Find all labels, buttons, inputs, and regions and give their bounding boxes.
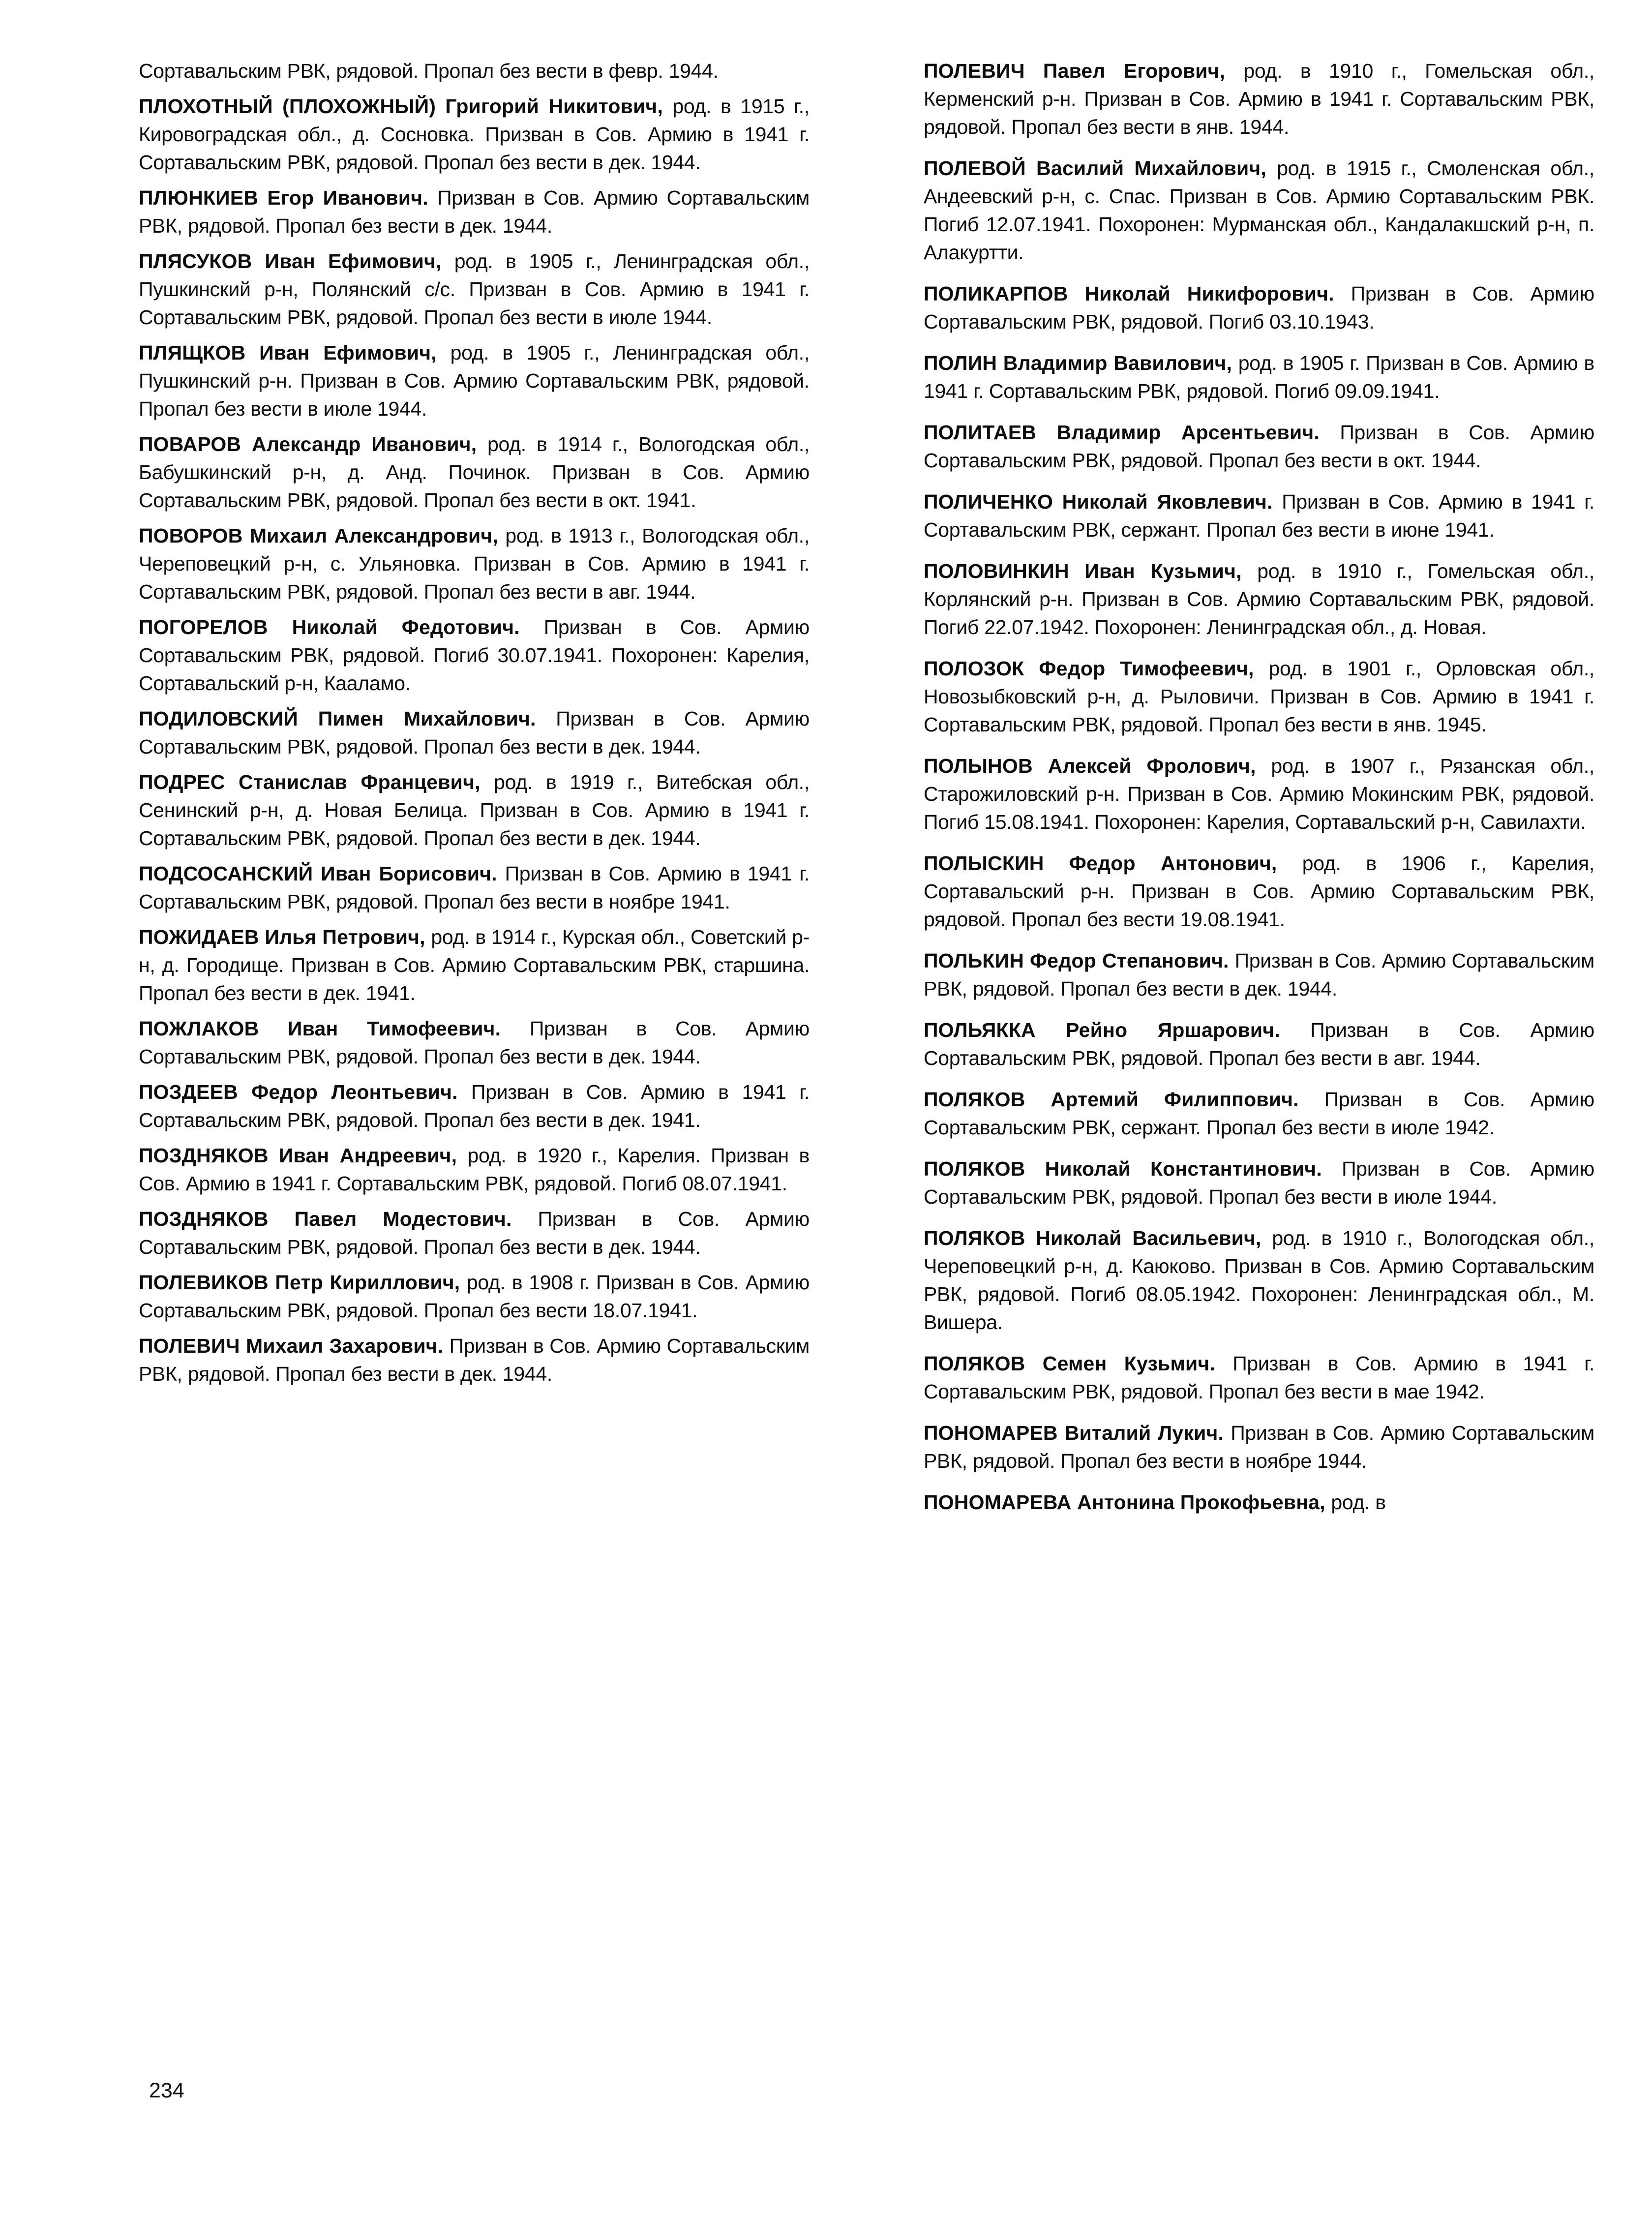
column-right [924,57,1594,1530]
entry-person-name: ПОЛИКАРПОВ Николай Никифорович. [924,282,1351,305]
memorial-entry: ПОЛЫНОВ Алексей Фролович, род. в 1907 г., Рязанская обл., Старожиловский р-н. Призван в Сов. Армию Мокинским РВК, рядовой. Погиб 15.08.1941. Похоронен: Карелия, Сортавальский р-н, Савилахти. [924,755,1594,833]
entry-person-name: ПОЛЕВОЙ Василий Михайлович, [924,157,1277,180]
entry-person-name: ПОЛЬКИН Федор Степанович. [924,949,1235,972]
entry-person-name: ПОЛЕВИЧ Павел Егорович, [924,60,1244,82]
column-left [139,57,810,1396]
memorial-entry: ПОЛЕВИЧ Михаил Захарович. Призван в Сов. Армию Сортавальским РВК, рядовой. Пропал без вести в дек. 1944. [139,1335,810,1385]
entry-person-name: ПОЛЯКОВ Семен Кузьмич. [924,1352,1233,1375]
memorial-entry: ПОЛЯКОВ Семен Кузьмич. Призван в Сов. Армию в 1941 г. Сортавальским РВК, рядовой. Пропал без вести в мае 1942. [924,1352,1594,1403]
entry-person-name: ПОЛЕВИЧ Михаил Захарович. [139,1335,450,1357]
memorial-entry: ПОЖИДАЕВ Илья Петрович, род. в 1914 г., Курская обл., Советский р-н, д. Городище. Призван в Сов. Армию Сортавальским РВК, старшина. Пропал без вести в дек. 1941. [139,926,810,1004]
memorial-entry: ПОЛЯКОВ Николай Васильевич, род. в 1910 г., Вологодская обл., Череповецкий р-н, д. Каюково. Призван в Сов. Армию Сортавальским РВК, рядовой. Погиб 08.05.1942. Похоронен: Ленинградская обл., М. Вишера. [924,1227,1594,1334]
entry-person-name: ПОЛЯКОВ Николай Константинович. [924,1157,1342,1180]
entry-person-name: ПОЛОВИНКИН Иван Кузьмич, [924,560,1258,582]
entry-person-name: ПОДИЛОВСКИЙ Пимен Михайлович. [139,707,556,730]
memorial-entry: ПОЛЫСКИН Федор Антонович, род. в 1906 г., Карелия, Сортавальский р-н. Призван в Сов. Армию Сортавальским РВК, рядовой. Пропал без вести 19.08.1941. [924,852,1594,931]
memorial-entry: ПЛОХОТНЫЙ (ПЛОХОЖНЫЙ) Григорий Никитович, род. в 1915 г., Кировоградская обл., д. Сосновка. Призван в Сов. Армию в 1941 г. Сортавальским РВК, рядовой. Пропал без вести в дек. 1944. [139,95,810,174]
memorial-entry: ПОЛЯКОВ Артемий Филиппович. Призван в Сов. Армию Сортавальским РВК, сержант. Пропал без вести в июле 1942. [924,1088,1594,1139]
memorial-entry: ПОЛЬКИН Федор Степанович. Призван в Сов. Армию Сортавальским РВК, рядовой. Пропал без вести в дек. 1944. [924,949,1594,1000]
memorial-entry: ПЛЯЩКОВ Иван Ефимович, род. в 1905 г., Ленинградская обл., Пушкинский р-н. Призван в Сов. Армию Сортавальским РВК, рядовой. Пропал без вести в июле 1944. [139,341,810,420]
memorial-entry: ПОНОМАРЕВА Антонина Прокофьевна, род. в [924,1491,1386,1514]
memorial-entry: ПОЖЛАКОВ Иван Тимофеевич. Призван в Сов. Армию Сортавальским РВК, рядовой. Пропал без вести в дек. 1944. [139,1017,810,1068]
memorial-entry: ПОЛОВИНКИН Иван Кузьмич, род. в 1910 г., Гомельская обл., Корлянский р-н. Призван в Сов. Армию Сортавальским РВК, рядовой. Погиб 22.07.1942. Похоронен: Ленинградская обл., д. Новая. [924,560,1594,638]
page-number: 234 [149,2079,184,2102]
memorial-entry: ПОВОРОВ Михаил Александрович, род. в 1913 г., Вологодская обл., Череповецкий р-н, с. Ульяновка. Призван в Сов. Армию в 1941 г. Сортавальским РВК, рядовой. Пропал без вести в авг. 1944. [139,524,810,603]
entry-person-name: ПОЗДНЯКОВ Иван Андреевич, [139,1144,468,1167]
memorial-entry: ПОЛИН Владимир Вавилович, род. в 1905 г. Призван в Сов. Армию в 1941 г. Сортавальским РВК, рядовой. Погиб 09.09.1941. [924,352,1594,402]
memorial-entry: ПОЛОЗОК Федор Тимофеевич, род. в 1901 г., Орловская обл., Новозыбковский р-н, д. Рыловичи. Призван в Сов. Армию в 1941 г. Сортавальским РВК, рядовой. Пропал без вести в янв. 1945. [924,657,1595,736]
memorial-entry: ПОДИЛОВСКИЙ Пимен Михайлович. Призван в Сов. Армию Сортавальским РВК, рядовой. Пропал без вести в дек. 1944. [139,707,810,758]
entry-person-name: ПЛЮНКИЕВ Егор Иванович. [139,186,438,209]
entry-person-name: ПЛЯЩКОВ Иван Ефимович, [139,341,451,364]
entry-person-name: ПОГОРЕЛОВ Николай Федотович. [139,616,544,638]
entry-person-name: ПОДРЕС Станислав Францевич, [139,771,494,793]
memorial-entry: ПОНОМАРЕВ Виталий Лукич. Призван в Сов. Армию Сортавальским РВК, рядовой. Пропал без вести в ноябре 1944. [924,1422,1594,1472]
entry-person-name: ПОЗДНЯКОВ Павел Модестович. [139,1208,538,1230]
memorial-entry: ПОЛИЧЕНКО Николай Яковлевич. Призван в Сов. Армию в 1941 г. Сортавальским РВК, сержант. Пропал без вести в июне 1941. [924,490,1594,541]
memorial-entry: ПЛЮНКИЕВ Егор Иванович. Призван в Сов. Армию Сортавальским РВК, рядовой. Пропал без вести в дек. 1944. [139,186,810,237]
entry-person-name: ПОЛИН Владимир Вавилович, [924,352,1238,374]
entry-person-name: ПОНОМАРЕВА Антонина Прокофьевна, [924,1491,1331,1514]
entry-person-name: ПОЛЫСКИН Федор Антонович, [924,852,1302,875]
entry-person-name: ПОЛИЧЕНКО Николай Яковлевич. [924,490,1282,513]
memorial-entry: ПОЗДНЯКОВ Павел Модестович. Призван в Сов. Армию Сортавальским РВК, рядовой. Пропал без вести в дек. 1944. [139,1208,810,1258]
entry-person-name: ПЛЯСУКОВ Иван Ефимович, [139,250,454,273]
memorial-entry: ПЛЯСУКОВ Иван Ефимович, род. в 1905 г., Ленинградская обл., Пушкинский р-н, Полянский с/с. Призван в Сов. Армию в 1941 г. Сортавальским РВК, рядовой. Пропал без вести в июле 1944. [139,250,810,329]
entry-person-name: ПОЗДЕЕВ Федор Леонтьевич. [139,1081,472,1103]
entry-person-name: ПЛОХОТНЫЙ (ПЛОХОЖНЫЙ) Григорий Никитович, [139,95,673,118]
memorial-entry: ПОЛЕВИЧ Павел Егорович, род. в 1910 г., Гомельская обл., Керменский р-н. Призван в Сов. Армию в 1941 г. Сортавальским РВК, рядовой. Пропал без вести в янв. 1944. [924,60,1595,138]
entry-person-name: ПОЛЫНОВ Алексей Фролович, [924,755,1271,777]
memorial-entry: ПОЛИТАЕВ Владимир Арсентьевич. Призван в Сов. Армию Сортавальским РВК, рядовой. Пропал без вести в окт. 1944. [924,421,1594,472]
entry-person-name: ПОЛЯКОВ Николай Васильевич, [924,1227,1272,1249]
memorial-entry: ПОЛИКАРПОВ Николай Никифорович. Призван в Сов. Армию Сортавальским РВК, рядовой. Погиб 03.10.1943. [924,282,1594,333]
memorial-entry: ПОЗДЕЕВ Федор Леонтьевич. Призван в Сов. Армию в 1941 г. Сортавальским РВК, рядовой. Пропал без вести в дек. 1941. [139,1081,810,1131]
memorial-entry: ПОВАРОВ Александр Иванович, род. в 1914 г., Вологодская обл., Бабушкинский р-н, д. Анд. Починок. Призван в Сов. Армию Сортавальским РВК, рядовой. Пропал без вести в окт. 1941. [139,433,810,512]
memorial-entry: ПОЛЯКОВ Николай Константинович. Призван в Сов. Армию Сортавальским РВК, рядовой. Пропал без вести в июле 1944. [924,1157,1594,1208]
memorial-entry: ПОЗДНЯКОВ Иван Андреевич, род. в 1920 г., Карелия. Призван в Сов. Армию в 1941 г. Сортавальским РВК, рядовой. Погиб 08.07.1941. [139,1144,810,1195]
entry-person-name: ПОВАРОВ Александр Иванович, [139,433,488,455]
entry-person-name: ПОДСОСАНСКИЙ Иван Борисович. [139,862,505,885]
memorial-entry: ПОЛЬЯККА Рейно Яршарович. Призван в Сов. Армию Сортавальским РВК, рядовой. Пропал без вести в авг. 1944. [924,1019,1595,1069]
entry-person-name: ПОЛЯКОВ Артемий Филиппович. [924,1088,1324,1111]
entry-person-name: ПОВОРОВ Михаил Александрович, [139,524,506,547]
entry-person-name: ПОЛЬЯККА Рейно Яршарович. [924,1019,1311,1041]
memorial-entry: Сортавальским РВК, рядовой. Пропал без вести в февр. 1944. [139,60,719,82]
memorial-entry: ПОЛЕВИКОВ Петр Кириллович, род. в 1908 г. Призван в Сов. Армию Сортавальским РВК, рядовой. Пропал без вести 18.07.1941. [139,1271,810,1322]
entry-person-name: ПОЖЛАКОВ Иван Тимофеевич. [139,1017,530,1040]
entry-person-name: ПОЛИТАЕВ Владимир Арсентьевич. [924,421,1340,444]
memorial-entry: ПОЛЕВОЙ Василий Михайлович, род. в 1915 г., Смоленская обл., Андеевский р-н, с. Спас. Призван в Сов. Армию Сортавальским РВК. Погиб 12.07.1941. Похоронен: Мурманская обл., Кандалакшский р-н, п. Алакуртти. [924,157,1594,264]
memorial-entry: ПОДРЕС Станислав Францевич, род. в 1919 г., Витебская обл., Сенинский р-н, д. Новая Белица. Призван в Сов. Армию в 1941 г. Сортавальским РВК, рядовой. Пропал без вести в дек. 1944. [139,771,810,850]
entry-person-name: ПОЖИДАЕВ Илья Петрович, [139,926,431,948]
entry-person-name: ПОЛОЗОК Федор Тимофеевич, [924,657,1269,680]
memorial-entry: ПОГОРЕЛОВ Николай Федотович. Призван в Сов. Армию Сортавальским РВК, рядовой. Погиб 30.07.1941. Похоронен: Карелия, Сортавальский р-н, Кааламо. [139,616,810,695]
entry-person-name: ПОЛЕВИКОВ Петр Кириллович, [139,1271,467,1294]
entry-person-name: ПОНОМАРЕВ Виталий Лукич. [924,1422,1231,1444]
memorial-entry: ПОДСОСАНСКИЙ Иван Борисович. Призван в Сов. Армию в 1941 г. Сортавальским РВК, рядовой. Пропал без вести в ноябре 1941. [139,862,810,913]
